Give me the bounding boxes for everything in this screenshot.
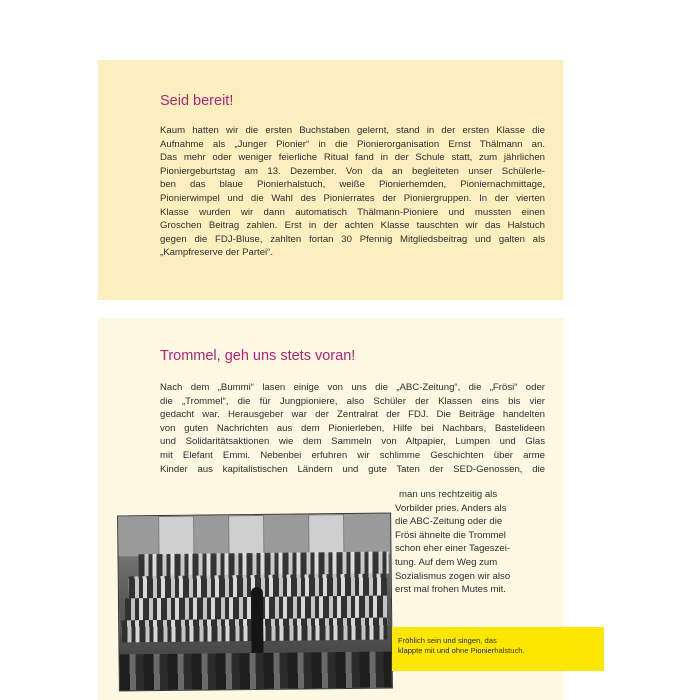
text-line: gegen die FDJ-Bluse, zahlten fortan 30 Pfennig Mitgliedsbeitrag und galten als [160, 233, 545, 245]
caption-line: Fröhlich sein und singen, das [398, 636, 497, 645]
text-line: ben das blaue Pionierhalstuch, weiße Pionierhemden, Pioniernachmittage, [160, 179, 545, 191]
text-line: Vorbilder pries. Anders als [395, 502, 507, 514]
text-line: Pioniergeburtstag am 13. Dezember. Von da an begleiteten unser Schülerle- [160, 165, 545, 177]
text-line: von guten Nachrichten aus dem Pionierleben, Hilfe bei Nachbars, Bastelideen [160, 422, 545, 434]
text-line: tung. Auf dem Weg zum [395, 556, 498, 568]
photo-window [308, 514, 344, 554]
text-line: die „Trommel“, die für Jungpioniere, also Schüler der Klassen eins bis vier [160, 395, 545, 407]
text-line: Sozialismus zogen wir also [395, 570, 511, 582]
text-line: Nach dem „Bummi“ lasen einige von uns die „ABC-Zeitung“, die „Frösi“ oder [160, 382, 545, 393]
photo-caption [392, 627, 604, 671]
text-line: die ABC-Zeitung oder die [395, 516, 503, 528]
photo-audience [120, 652, 392, 691]
photo-choir-row [138, 552, 388, 577]
text-line: Klasse wurden wir dann automatisch Thälmann-Pioniere und mussten einen [160, 206, 545, 218]
text-line: erst mal frohen Mutes mit. [395, 584, 506, 596]
photo-window [228, 515, 264, 555]
text-line: und Solidaritätsaktionen wie dem Sammeln von Altpapier, Lumpen und Glas [160, 436, 545, 448]
choir-photo [117, 513, 393, 692]
text-line: „Kampfreserve der Partei“. [160, 247, 274, 259]
text-line: gedacht war. Herausgeber war der Zentralrat der FDJ. Die Beiträge handelten [160, 409, 545, 421]
photo-window [158, 516, 194, 556]
text-line: Kinder aus kapitalistischen Ländern und gute Taten der SED-Genossen, die [160, 463, 545, 475]
heading-trommel: Trommel, geh uns stets voran! [160, 348, 356, 364]
text-line: Frösi ähnelte die Trommel [395, 529, 506, 541]
body-text-trommel-wrap [395, 488, 555, 597]
caption-line: klappte mit und ohne Pionierhalstuch. [398, 645, 525, 655]
text-line: Groschen Beitrag zahlen. Erst in der achten Klasse tauschten wir das Halstuch [160, 220, 545, 232]
photo-conductor [251, 587, 264, 657]
text-line: Kaum hatten wir die ersten Buchstaben gelernt, stand in der ersten Klasse die [160, 125, 545, 136]
text-line: Das mehr oder weniger feierliche Ritual fand in der Schule statt, zum jährlichen [160, 152, 545, 164]
heading-seid-bereit: Seid bereit! [160, 93, 234, 109]
text-line: mit Elefant Emmi. Nebenbei erfuhren wir schlimme Geschichten über arme [160, 449, 545, 461]
text-line: man uns rechtzeitig als [399, 489, 498, 500]
body-text-seid-bereit [160, 124, 545, 260]
text-line: Pionierwimpel und die Wahl des Pionierrates der Pioniergruppen. In der vierten [160, 192, 545, 204]
body-text-trommel [160, 381, 545, 476]
text-line: Aufnahme als „Junger Pionier“ in die Pionierorganisation Ernst Thälmann an. [160, 138, 545, 150]
text-line: schon eher einer Tageszei- [395, 543, 511, 555]
